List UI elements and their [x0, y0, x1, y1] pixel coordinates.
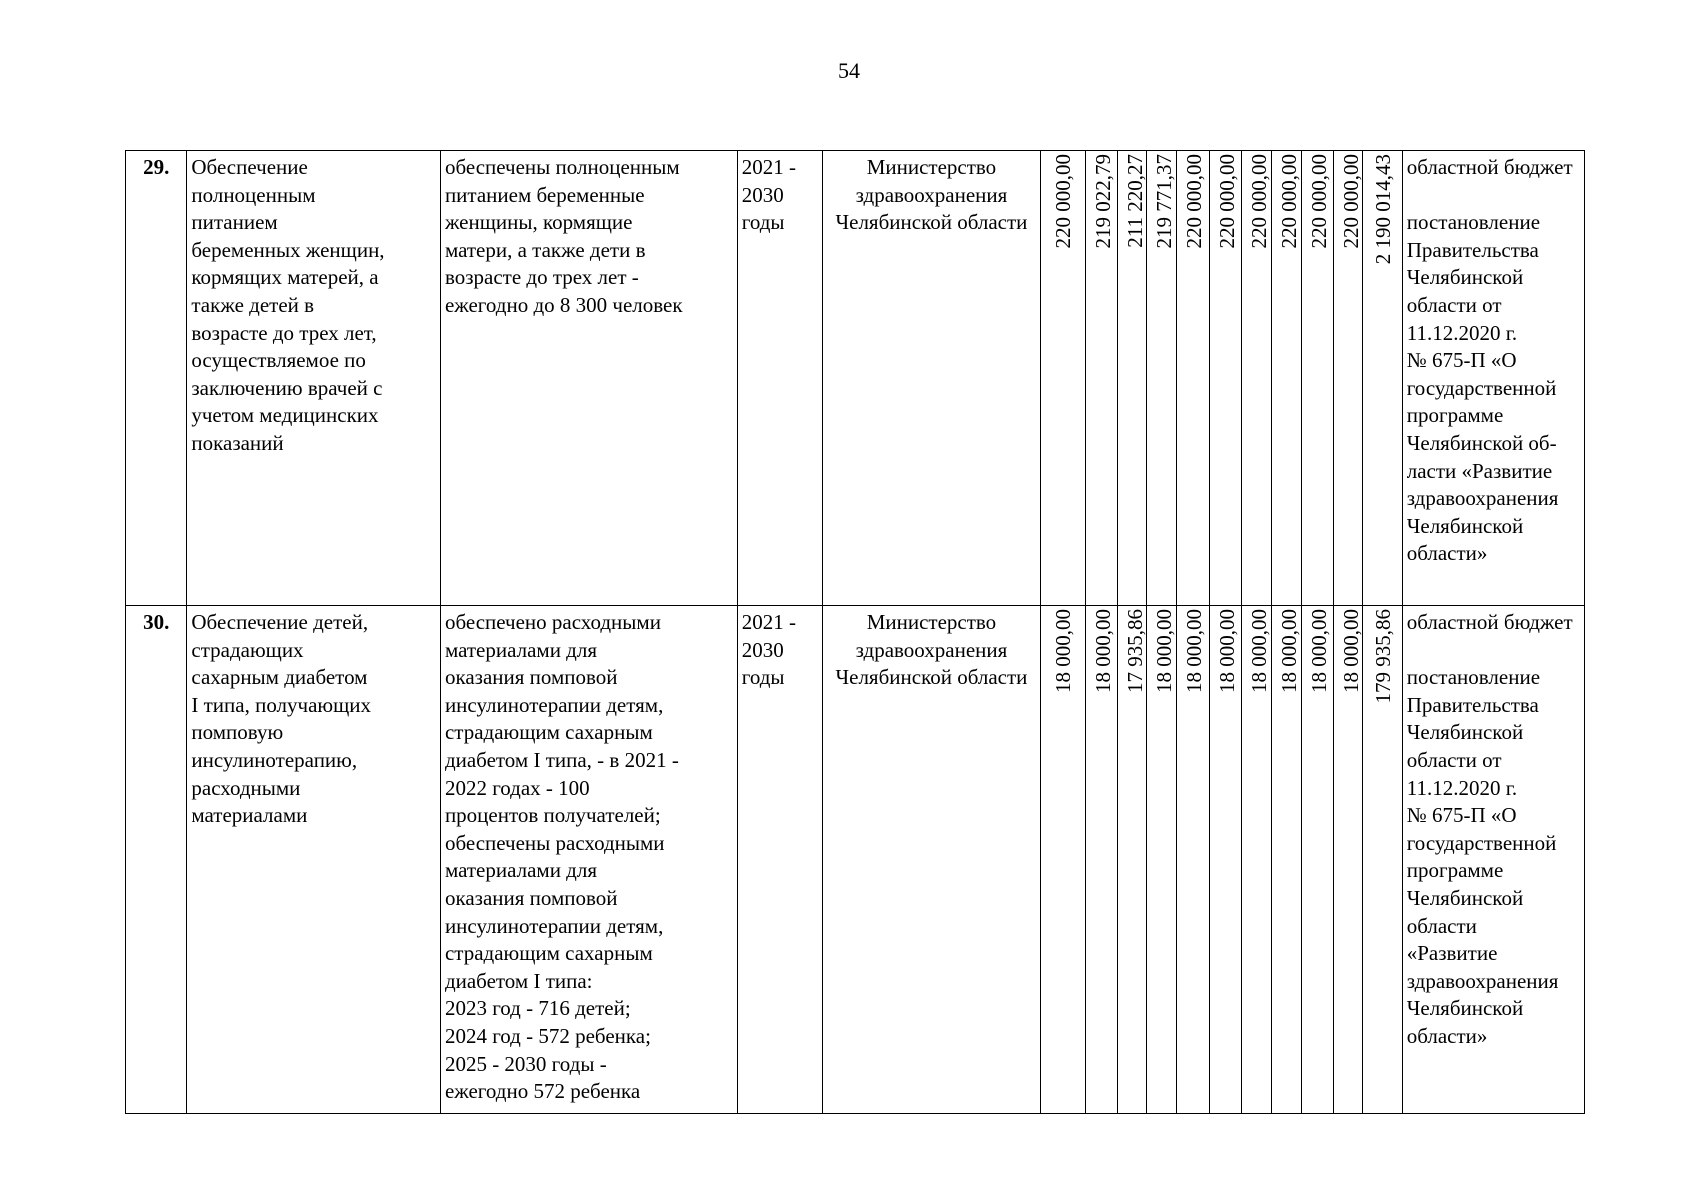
text-line: беременных женщин, [191, 237, 385, 262]
implementation-period: 2021 - 2030 годы [737, 151, 823, 606]
text-line: 2025 - 2030 годы - [444, 1051, 607, 1076]
text-line: 2022 годах - 100 [444, 775, 590, 800]
text-line: Обеспечение детей, [191, 610, 369, 634]
text-line: полноценным [191, 182, 316, 207]
amount-total [1363, 606, 1402, 1114]
text-line: инсулинотерапии детям, [444, 692, 664, 717]
text-line: обеспечено расходными [444, 610, 661, 634]
text-line: матери, а также дети в [444, 237, 646, 262]
text-line: помповую [191, 720, 284, 745]
text-line: постановление [1406, 210, 1541, 235]
text-line: здравоохранения [1406, 486, 1559, 511]
text-line: процентов получателей; [444, 803, 661, 828]
text-line: материалами [191, 803, 308, 828]
amount-year [1177, 151, 1209, 606]
amount-value: 219 022,79 [1090, 154, 1115, 249]
responsible-executor: Министерство здравоохранения Челябинской области [823, 151, 1040, 606]
amount-value: 220 000,00 [1339, 154, 1364, 249]
text-line: I типа, получающих [191, 692, 372, 717]
text-line: области от [1406, 747, 1502, 772]
text-line: инсулинотерапии детям, [444, 913, 664, 938]
text-line: Челябинской [1406, 885, 1524, 910]
amount-year [1302, 151, 1334, 606]
amount-year [1085, 606, 1117, 1114]
funding-source [1402, 151, 1584, 606]
text-line: 11.12.2020 г. [1406, 775, 1518, 800]
amount-value: 18 000,00 [1214, 609, 1239, 693]
text-line: 11.12.2020 г. [1406, 320, 1518, 345]
amount-year [1334, 151, 1363, 606]
amount-year [1209, 606, 1241, 1114]
text-line: здравоохранения [1406, 968, 1559, 993]
text-line: государственной [1406, 830, 1557, 855]
page-number: 54 [838, 58, 860, 83]
amount-value: 179 935,86 [1370, 609, 1395, 704]
amount-year [1271, 606, 1301, 1114]
amount-year [1085, 151, 1117, 606]
event-name [187, 606, 441, 1114]
expected-result [440, 606, 737, 1114]
amount-value: 211 220,27 [1123, 154, 1148, 248]
text-line: диабетом I типа, - в 2021 - [444, 747, 679, 772]
amount-year [1118, 606, 1147, 1114]
amount-year [1302, 606, 1334, 1114]
event-name [187, 151, 441, 606]
text-line: оказания помповой [444, 665, 618, 690]
table-row [126, 151, 1585, 606]
text-line: питанием беременные [444, 182, 645, 207]
text-line: государственной [1406, 375, 1557, 400]
text-line: расходными [191, 775, 301, 800]
text-line: материалами для [444, 637, 598, 662]
amount-year [1147, 606, 1177, 1114]
text-line: 2023 год - 716 детей; [444, 996, 631, 1021]
amount-value: 18 000,00 [1090, 609, 1115, 693]
amount-value: 18 000,00 [1182, 609, 1207, 693]
amount-year [1118, 151, 1147, 606]
text-line: постановление [1406, 665, 1541, 690]
text-line: страдающим сахарным [444, 720, 653, 745]
amount-value: 18 000,00 [1307, 609, 1332, 693]
text-line: показаний [191, 430, 284, 455]
budget-source: областной бюджет [1406, 155, 1573, 179]
text-line: материалами для [444, 858, 598, 883]
amount-value: 220 000,00 [1246, 154, 1271, 249]
amount-year [1271, 151, 1301, 606]
amount-value: 18 000,00 [1276, 609, 1301, 693]
text-line: диабетом I типа: [444, 968, 593, 993]
text-line: Челябинской [1406, 996, 1524, 1021]
text-line: осуществляемое по [191, 348, 366, 373]
text-line: ежегодно до 8 300 человек [444, 292, 683, 317]
text-line: Челябинской об- [1406, 430, 1557, 455]
amount-value: 220 000,00 [1214, 154, 1239, 249]
text-line: также детей в [191, 292, 315, 317]
text-line: программе [1406, 403, 1504, 428]
amount-year [1147, 151, 1177, 606]
text-line: Правительства [1406, 237, 1539, 262]
amount-year [1334, 606, 1363, 1114]
budget-source: областной бюджет [1406, 610, 1573, 634]
text-line: учетом медицинских [191, 403, 379, 428]
text-line: Правительства [1406, 692, 1539, 717]
amount-year [1209, 151, 1241, 606]
text-line: питанием [191, 210, 278, 235]
text-line: программе [1406, 858, 1504, 883]
amount-year [1177, 606, 1209, 1114]
amount-value: 220 000,00 [1050, 154, 1075, 249]
text-line: заключению врачей с [191, 375, 383, 400]
amount-total [1363, 151, 1402, 606]
spacer [1407, 182, 1580, 210]
text-line: 2024 год - 572 ребенка; [444, 1023, 651, 1048]
amount-value: 18 000,00 [1152, 609, 1177, 693]
amount-year [1241, 151, 1271, 606]
table-row [126, 606, 1585, 1114]
amount-year [1241, 606, 1271, 1114]
text-line: женщины, кормящие [444, 210, 633, 235]
amount-year [1040, 151, 1085, 606]
text-line: страдающим сахарным [444, 941, 653, 966]
amount-value: 17 935,86 [1123, 609, 1148, 693]
amount-value: 220 000,00 [1307, 154, 1332, 249]
amount-value: 18 000,00 [1050, 609, 1075, 693]
text-line: области [1406, 913, 1477, 938]
table-body [126, 151, 1585, 1114]
text-line: ласти «Развитие [1406, 458, 1553, 483]
text-line: оказания помповой [444, 885, 618, 910]
text-line: области» [1406, 541, 1488, 566]
amount-value: 18 000,00 [1246, 609, 1271, 693]
text-line: области от [1406, 292, 1502, 317]
amount-value: 18 000,00 [1339, 609, 1364, 693]
text-line: № 675-П «О [1406, 803, 1517, 828]
text-line: Челябинской [1406, 513, 1524, 538]
text-line: Челябинской [1406, 265, 1524, 290]
text-line: инсулинотерапию, [191, 747, 358, 772]
amount-value: 220 000,00 [1182, 154, 1207, 249]
text-line: Обеспечение [191, 155, 308, 179]
spacer [1407, 637, 1580, 665]
text-line: обеспечены полноценным [444, 155, 680, 179]
text-line: «Развитие [1406, 941, 1498, 966]
amount-value: 219 771,37 [1152, 154, 1177, 249]
text-line: сахарным диабетом [191, 665, 368, 690]
implementation-period: 2021 - 2030 годы [737, 606, 823, 1114]
amount-year [1040, 606, 1085, 1114]
text-line: ежегодно 572 ребенка [444, 1079, 641, 1104]
program-table [125, 150, 1585, 1114]
text-line: возрасте до трех лет, [191, 320, 377, 345]
amount-value: 220 000,00 [1276, 154, 1301, 249]
amount-value: 2 190 014,43 [1370, 154, 1395, 265]
row-number: 30. [126, 606, 187, 1114]
responsible-executor: Министерство здравоохранения Челябинской области [823, 606, 1040, 1114]
funding-source [1402, 606, 1584, 1114]
text-line: обеспечены расходными [444, 830, 665, 855]
text-line: области» [1406, 1023, 1488, 1048]
text-line: № 675-П «О [1406, 348, 1517, 373]
expected-result [440, 151, 737, 606]
text-line: возрасте до трех лет - [444, 265, 639, 290]
row-number: 29. [126, 151, 187, 606]
text-line: страдающих [191, 637, 304, 662]
text-line: кормящих матерей, а [191, 265, 379, 290]
text-line: Челябинской [1406, 720, 1524, 745]
